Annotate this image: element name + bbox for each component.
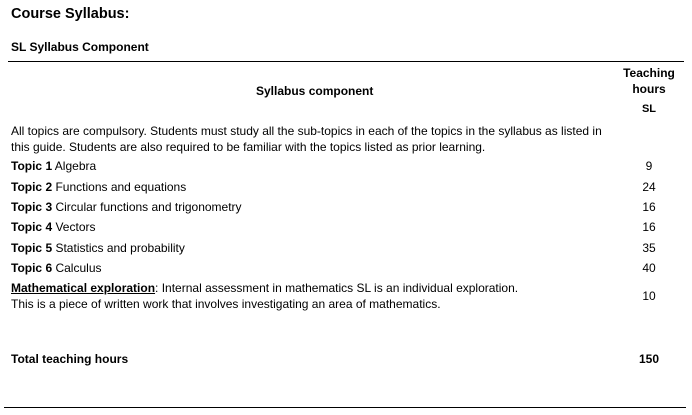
topic-label: Topic 4 xyxy=(11,220,53,234)
topic-name: Statistics and probability xyxy=(55,241,185,255)
page-title: Course Syllabus: xyxy=(11,6,130,22)
topic-name: Calculus xyxy=(55,261,102,275)
exploration-line1 xyxy=(11,280,571,296)
exploration-title: Mathematical exploration xyxy=(11,281,156,295)
topic-label: Topic 1 xyxy=(11,159,53,173)
topic-hours: 16 xyxy=(642,220,656,234)
topic-hours: 35 xyxy=(642,241,656,255)
topic-name: Functions and equations xyxy=(55,180,187,194)
topic-label: Topic 2 xyxy=(11,180,53,194)
exploration-row xyxy=(11,280,571,312)
column-header-level: SL xyxy=(641,103,657,115)
topic-label: Topic 3 xyxy=(11,200,53,214)
topic-row xyxy=(11,200,242,214)
topic-hours: 40 xyxy=(642,261,656,275)
topic-row xyxy=(11,220,96,234)
topic-row xyxy=(11,159,96,173)
total-label: Total teaching hours xyxy=(11,352,129,366)
top-divider xyxy=(8,61,684,62)
topic-row xyxy=(11,241,185,255)
topic-hours: 9 xyxy=(645,159,653,173)
total-value: 150 xyxy=(638,352,660,366)
topic-label: Topic 6 xyxy=(11,261,53,275)
bottom-divider xyxy=(4,407,686,408)
column-header-hours xyxy=(612,65,686,97)
section-title: SL Syllabus Component xyxy=(11,40,149,54)
hours-header-line2: hours xyxy=(632,82,666,96)
exploration-text: : Internal assessment in mathematics SL is an individual exploration. xyxy=(155,281,519,295)
topic-row xyxy=(11,180,186,194)
intro-paragraph: All topics are compulsory. Students must study all the sub-topics in each of the topics in the syllabus as listed in this guide. Students are also required to be familiar with the topics listed as prior learning. xyxy=(11,124,602,154)
column-header-component: Syllabus component xyxy=(256,84,374,98)
topic-hours: 24 xyxy=(642,180,656,194)
topic-name: Circular functions and trigonometry xyxy=(55,200,242,214)
exploration-hours: 10 xyxy=(642,289,656,303)
topic-name: Vectors xyxy=(55,220,96,234)
topic-hours: 16 xyxy=(642,200,656,214)
hours-header-line1: Teaching xyxy=(623,66,675,80)
topic-row xyxy=(11,261,102,275)
topic-name: Algebra xyxy=(54,159,97,173)
topic-label: Topic 5 xyxy=(11,241,53,255)
exploration-line2: This is a piece of written work that involves investigating an area of mathematics. xyxy=(11,297,441,311)
